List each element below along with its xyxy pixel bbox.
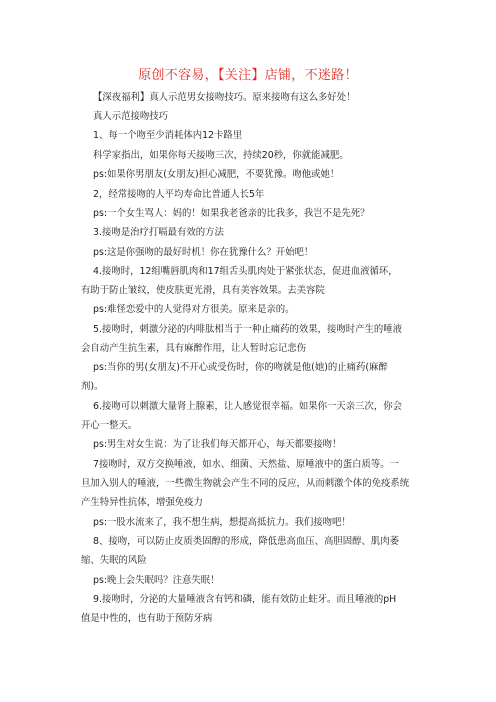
text-line: ps:晚上会失眠吗？注意失眠！ [93, 575, 220, 586]
text-line: ps:一个女生骂人：妈的！如果我老爸亲的比我多，我岂不是先死？ [93, 208, 370, 219]
text-line: 9.接吻时，分泌的大量唾液含有钙和磷，能有效防止蛀牙。而且唾液的pH [93, 594, 397, 605]
text-line: 开心一整天。 [81, 420, 138, 431]
text-line: 剂)。 [81, 381, 104, 392]
text-line: 4.接吻时，12组嘴唇肌肉和17组舌头肌肉处于紧张状态，促进血液循环， [93, 266, 398, 277]
text-line: 6.接吻可以刺激大量肾上腺素，让人感觉很幸福。如果你一天亲三次，你会 [93, 401, 402, 412]
text-line: 【深夜福利】真人示范男女接吻技巧。原来接吻有这么多好处！ [93, 92, 356, 103]
text-line: 2，经常接吻的人平均寿命比普通人长5年 [93, 189, 265, 200]
text-line: ps:这是你强吻的最好时机！你在犹豫什么？开始吧！ [93, 247, 314, 258]
text-line: 有助于防止皱纹，使皮肤更光滑，具有美容效果。去美容院 [81, 285, 325, 296]
promo-banner: 原创不容易，【关注】店铺，不迷路！ [138, 68, 358, 83]
text-line: 真人示范接吻技巧 [93, 111, 169, 122]
text-line: 1、每一个吻至少消耗体内12卡路里 [93, 130, 243, 141]
text-line: 会自动产生抗生素，具有麻醉作用，让人暂时忘记悲伤 [81, 343, 307, 354]
text-line: 科学家指出，如果你每天接吻三次，持续20秒，你就能减肥。 [93, 150, 349, 161]
text-line: ps:一股水流来了，我不想生病，想提高抵抗力。我们接吻吧！ [93, 517, 351, 528]
text-line: 5.接吻时，刺激分泌的内啡肽相当于一种止痛药的效果，接吻时产生的唾液 [93, 324, 402, 335]
text-line: 7接吻时，双方交换唾液，如水、细菌、天然盐、原唾液中的蛋白质等。一 [93, 459, 399, 470]
text-line: 产生特异性抗体，增强免疫力 [81, 497, 203, 508]
text-line: 3.接吻是治疗打嗝最有效的方法 [93, 227, 224, 238]
text-line: ps:难怪恋爱中的人觉得对方很美。原来是亲的。 [93, 304, 295, 315]
text-line: 8、接吻，可以防止皮质类固醇的形成，降低患高血压、高胆固醇、肌肉萎 [93, 536, 399, 547]
text-line: ps:如果你男朋友(女朋友)担心减肥，不要犹豫。吻他或她！ [93, 169, 340, 180]
text-line: 旦加入别人的唾液，一些微生物就会产生不同的反应，从而刺激个体的免疫系统 [81, 478, 410, 489]
text-line: ps:男生对女生说：为了让我们每天都开心，每天都要接吻！ [93, 439, 342, 450]
text-line: 值是中性的，也有助于预防牙病 [81, 613, 213, 624]
text-line: ps:当你的男(女朋友)不开心或受伤时，你的吻就是他(她)的止痛药(麻醉 [93, 362, 388, 373]
text-line: 缩、失眠的风险 [81, 555, 147, 566]
